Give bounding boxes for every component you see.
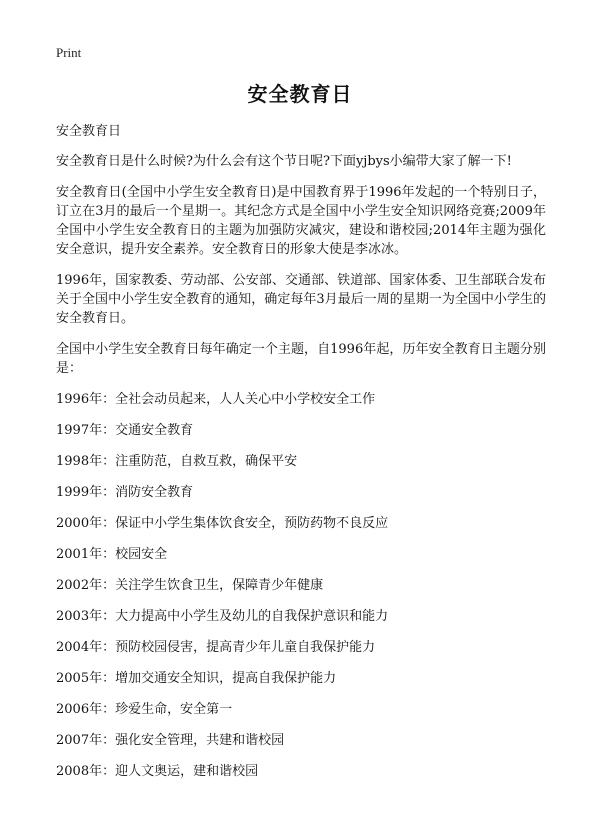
theme-item: 2000年：保证中小学生集体饮食安全，预防药物不良反应 (56, 516, 389, 531)
theme-item: 1997年：交通安全教育 (56, 423, 194, 438)
theme-list (56, 390, 546, 781)
theme-item: 2007年：强化安全管理，共建和谐校园 (56, 733, 285, 748)
themes-intro-paragraph: 全国中小学生安全教育日每年确定一个主题，自1996年起，历年安全教育日主题分别是： (56, 342, 546, 376)
definition-paragraph: 安全教育日(全国中小学生安全教育日)是中国教育界于1996年发起的一个特别日子，订立在3月的最后一个星期一。其纪念方式是全国中小学生安全知识网络竞赛;2009年全国中小学生安全教育日的主题为加强防灾减灾，建设和谐校园;2014年主题为强化安全意识，提升安全素养。安全教育日的形象大使是李冰冰。 (56, 185, 546, 257)
print-label: Print (56, 45, 82, 60)
intro-paragraph: 安全教育日是什么时候?为什么会有这个节日呢?下面yjbys小编带大家了解一下! (56, 154, 512, 169)
document-body (56, 122, 546, 793)
theme-item: 2003年：大力提高中小学生及幼儿的自我保护意识和能力 (56, 609, 389, 624)
theme-item: 2006年：珍爱生命，安全第一 (56, 702, 233, 717)
theme-item: 1999年：消防安全教育 (56, 485, 194, 500)
theme-item: 2008年：迎人文奥运，建和谐校园 (56, 764, 259, 779)
theme-item: 2005年：增加交通安全知识，提高自我保护能力 (56, 671, 337, 686)
theme-item: 1996年：全社会动员起来，人人关心中小学校安全工作 (56, 392, 376, 407)
history-paragraph: 1996年，国家教委、劳动部、公安部、交通部、铁道部、国家体委、卫生部联合发布关于全国中小学生安全教育的通知，确定每年3月最后一周的星期一为全国中小学生的安全教育日。 (56, 273, 546, 326)
theme-item: 2004年：预防校园侵害，提高青少年儿童自我保护能力 (56, 640, 376, 655)
page-title: 安全教育日 (247, 82, 353, 106)
theme-item: 1998年：注重防范，自救互救，确保平安 (56, 454, 298, 469)
subtitle-paragraph: 安全教育日 (56, 124, 122, 139)
theme-item: 2001年：校园安全 (56, 547, 168, 562)
theme-item: 2002年：关注学生饮食卫生，保障青少年健康 (56, 578, 324, 593)
